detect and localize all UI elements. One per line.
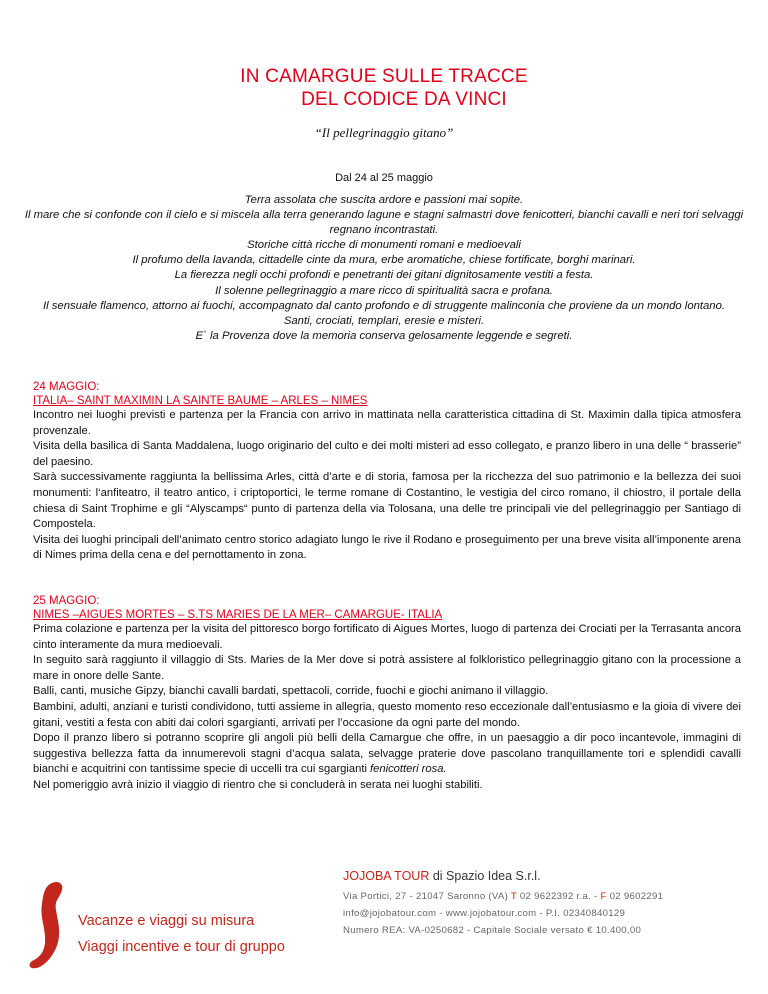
- day-2-italic-tail: fenicotteri rosa.: [370, 763, 447, 776]
- poem-line: La fierezza negli occhi profondi e penetranti dei gitani dignitosamente vestiti a festa.: [174, 269, 594, 282]
- phone-number: 02 9622392 r.a. -: [516, 891, 601, 902]
- registry-line: Numero REA: VA-0250682 - Capitale Sociale versato € 10.400,00: [343, 925, 642, 936]
- day-1-date: 24 MAGGIO:: [33, 381, 100, 393]
- day-1-paragraph: Visita dei luoghi principali dell’animato centro storico adagiato lungo le rive il Rodano e proseguimento per una breve visita all’imponente arena di Nimes prima della cena e del pernottamento in zona.: [33, 533, 741, 562]
- date-range: Dal 24 al 25 maggio: [335, 172, 433, 184]
- day-1-paragraph: Sarà successivamente raggiunta la bellissima Arles, città d’arte e di storia, famosa per la ricchezza del suo patrimonio e la bellezza dei suoi monumenti: l‘anfiteatro, il teatro antico, i criptoportici, le terme romane di Costantino, le vestigia del circo romano, il chiostro, il portale della chiesa di Saint Trophime e gli “Alyscamps“ punto di partenza della via Tolosana, una delle tre principali vie del pellegrinaggio per Santiago di Compostela.: [33, 471, 741, 531]
- company-details: [343, 888, 663, 939]
- poem-line: Terra assolata che suscita ardore e passioni mai sopite.: [244, 194, 524, 206]
- phone-letter: T: [510, 891, 517, 902]
- slogan-line-2: Viaggi incentive e tour di gruppo: [78, 939, 285, 955]
- fax-number: 02 9602291: [606, 891, 664, 902]
- brand-name: JOJOBA TOUR: [343, 869, 430, 883]
- day-1-paragraph: Visita della basilica di Santa Maddalena, luogo originario del culto e dei molti misteri ad esso collegato, e pranzo libero in una delle “ brasserie” del paesino.: [33, 440, 741, 468]
- intro-poem: [12, 193, 756, 344]
- address-line: [343, 888, 663, 905]
- day-2-paragraph: Nel pomeriggio avrà inizio il viaggio di rientro che si concluderà in serata nei luoghi stabiliti.: [33, 778, 483, 791]
- day-2-paragraph: Prima colazione e partenza per la visita del pittoresco borgo fortificato di Aigues Mortes, luogo di partenza dei Crociati per la Terrasanta ancora cinto interamente da mura medioevali.: [33, 623, 741, 651]
- page-title-line-2: DEL CODICE DA VINCI: [301, 89, 507, 110]
- day-2-paragraph: Bambini, adulti, anziani e turisti condividono, tutti assieme in allegria, questo momento reso eccezionale dall’entusiasmo e la gioia di vivere dei gitani, vestiti a festa con abiti dai colori sgargianti, arrivati per l’occasione da ogni parte del mondo.: [33, 700, 741, 729]
- poem-line: Il profumo della lavanda, cittadelle cinte da mura, erbe aromatiche, chiese fortificate, borghi marinari.: [132, 254, 636, 267]
- jojoba-logo-icon: [26, 876, 70, 976]
- poem-line: Il solenne pellegrinaggio a mare ricco di spiritualità sacra e profana.: [215, 284, 553, 297]
- contacts-line: info@jojobatour.com - www.jojobatour.com - P.I. 02340840129: [343, 908, 626, 919]
- day-2-date: 25 MAGGIO:: [33, 595, 100, 607]
- day-2-paragraph-text: Dopo il pranzo libero si potranno scoprire gli angoli più belli della Camargue che offre, in un paesaggio a dir poco incantevole, immagini di suggestiva bellezza fatta da innumerevoli stagni d’acqua salata, selvagge praterie dove pascolano tranquillamente tori e splendidi cavalli bianchi e acquitrini con tantissime specie di uccelli tra cui sgargianti: [33, 732, 741, 776]
- day-2-paragraph: Balli, canti, musiche Gipzy, bianchi cavalli bardati, spettacoli, corride, fuochi e giochi animano il villaggio.: [33, 685, 549, 698]
- page-title-line-1: IN CAMARGUE SULLE TRACCE: [240, 66, 528, 87]
- address-text: Via Portici, 27 - 21047 Saronno (VA): [343, 891, 511, 902]
- slogan-line-1: Vacanze e viaggi su misura: [78, 913, 255, 929]
- poem-line: Santi, crociati, templari, eresie e misteri.: [283, 314, 485, 327]
- fax-letter: F: [600, 891, 607, 902]
- day-1-paragraph: Incontro nei luoghi previsti e partenza per la Francia con arrivo in mattinata nella caratteristica cittadina di St. Maximin dalla tipica atmosfera provenzale.: [33, 409, 741, 437]
- subtitle: “Il pellegrinaggio gitano”: [314, 125, 454, 140]
- poem-line: Il mare che si confonde con il cielo e si miscela alla terra generando lagune e stagni salmastri dove fenicotteri, bianchi cavalli e neri tori selvaggi regnano incontrastati.: [24, 209, 744, 237]
- day-2-paragraph: In seguito sarà raggiunto il villaggio di Sts. Maries de la Mer dove si potrà assistere al folkloristico pellegrinaggio gitano con la processione a mare in onore delle Sante.: [33, 654, 741, 682]
- poem-line: E` la Provenza dove la memoria conserva gelosamente leggende e segreti.: [195, 329, 573, 342]
- day-1-route: ITALIA– SAINT MAXIMIN LA SAINTE BAUME – ARLES – NIMES: [33, 395, 368, 407]
- day-2-paragraph: [33, 731, 741, 778]
- company-suffix: di Spazio Idea S.r.l.: [429, 869, 541, 883]
- itinerary-day-2: [33, 594, 741, 794]
- company-name: [343, 869, 541, 883]
- poem-line: Storiche città ricche di monumenti romani e medioevali: [247, 239, 521, 252]
- day-2-route: NIMES –AIGUES MORTES – S.TS MARIES DE LA MER– CAMARGUE- ITALIA: [33, 609, 443, 621]
- poem-line: Il sensuale flamenco, attorno ai fuochi, accompagnato dal canto profondo e di struggente malinconia che proviene da un mondo lontano.: [42, 299, 726, 312]
- itinerary-day-1: [33, 380, 741, 564]
